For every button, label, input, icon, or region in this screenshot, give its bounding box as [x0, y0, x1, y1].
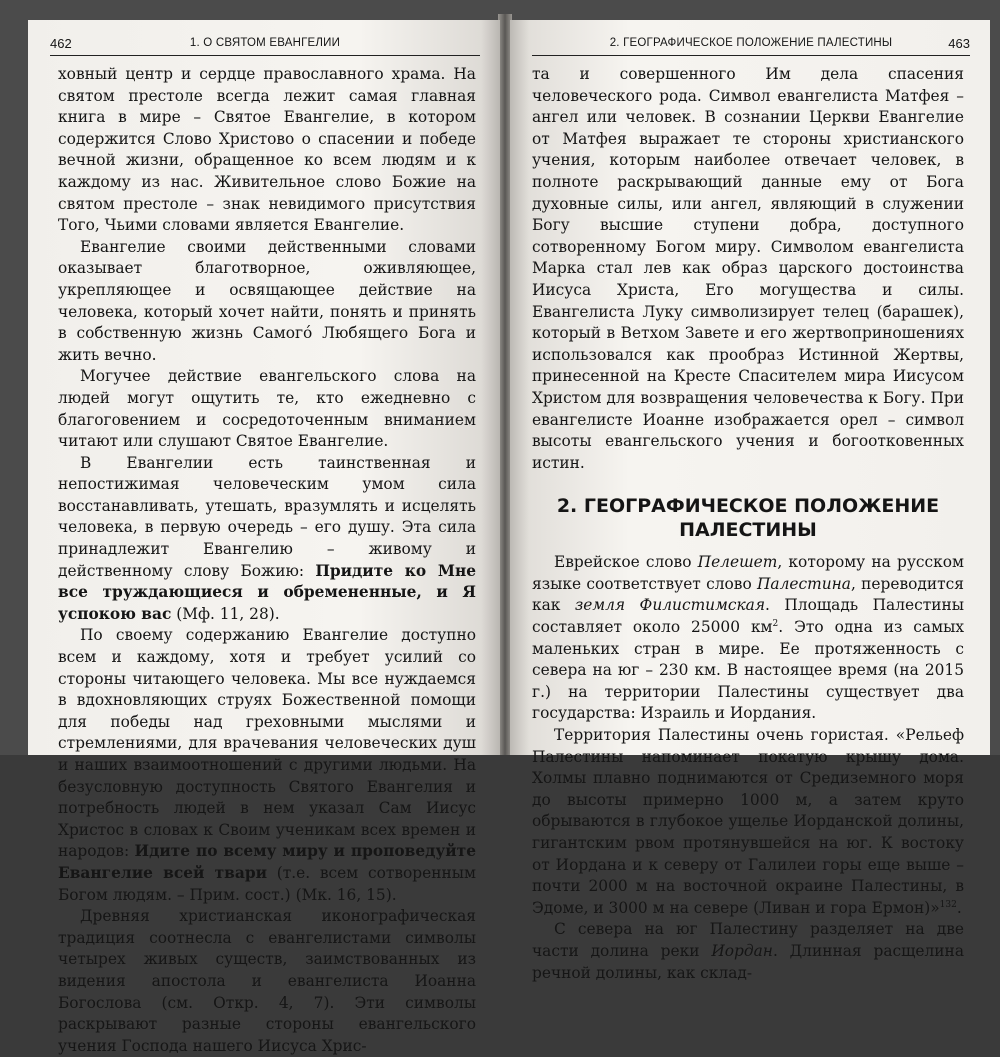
- scripture-quote: Придите ко Мне все труждающиеся и обремененные, и Я успокою вас: [58, 561, 477, 623]
- paragraph: Древняя христианская иконографическая традиция соотнесла с евангелистами символы четырех живых существ, заимствованных из видения апостола и евангелиста Иоанна Богослова (см. Откр. 4, 7). Эти символы раскрывают разные стороны евангельского учения Господа нашего Иисуса Хрис-: [58, 907, 476, 1055]
- right-page-text: [532, 64, 964, 984]
- paragraph: С севера на юг Палестину разделяет на две части долина реки Иордан. Длинная расщелина речной долины, как склад-: [532, 920, 964, 982]
- paragraph: По своему содержанию Евангелие доступно всем и каждому, хотя и требует усилий со стороны читающего человека. Мы все нуждаемся в вдохновляющих струях Божественной помощи для победы над греховными мыслями и стремлениями, для врачевания человеческих душ и наших взаимоотношений с другими людьми. На безусловную доступность Святого Евангелия и потребность людей в нем указал Сам Иисус Христос в словах к Своим ученикам всех времен и народов: Идите по всему миру и проповедуйте Евангелие всей твари (т.е. всем сотворенным Богом людям. – Прим. сост.) (Мк. 16, 15).: [58, 626, 477, 904]
- paragraph: Территория Палестины очень гористая. «Рельеф Палестины напоминает покатую крышу дома. Холмы плавно поднимаются от Средиземного моря до высоты примерно 1000 м, а затем круто обрываются в глубокое ущелье Иорданской долины, гигантским рвом протянувшейся на юг. К востоку от Иордана и к северу от Галилеи горы еще выше – почти 2000 м на восточной окраине Палестины, в Эдоме, и 3000 м на севере (Ливан и гора Ермон)»$^{132}$.: [532, 726, 964, 917]
- left-page-number: 462: [50, 36, 72, 51]
- left-running-title: 1. О СВЯТОМ ЕВАНГЕЛИИ: [189, 37, 341, 49]
- left-page-text: [58, 64, 476, 1057]
- paragraph: Еврейское слово Пелешет, которому на русском языке соответствует слово Палестина, переводится как земля Филистимская. Площадь Палестины составляет около 25000 $км^2$. Это одна из самых маленьких стран в мире. Ее протяженность с севера на юг – 230 км. В настоящее время (на 2015 г.) на территории Палестины существует два государства: Израиль и Иордания.: [532, 553, 964, 723]
- footnote-ref: 132: [939, 899, 957, 910]
- section-heading: 2. ГЕОГРАФИЧЕСКОЕ ПОЛОЖЕНИЕ ПАЛЕСТИНЫ: [556, 495, 940, 542]
- paragraph: Евангелие своими действенными словами оказывает благотворное, оживляющее, укрепляющее и освящающее действие на человека, который хочет найти, понять и принять в собственную жизнь Самого́ Любящего Бога и жить вечно.: [58, 237, 476, 364]
- paragraph: та и совершенного Им дела спасения человеческого рода. Символ евангелиста Матфея – ангел или человек. В сознании Церкви Евангелие от Матфея выражает те стороны христианского учения, которым наиболее отвечает человек, в полноте раскрывающий данные ему от Бога духовные силы, или ангел, являющий в служении Богу высшие ступени добра, доступного сотворенному Богом миру. Символом евангелиста Марка стал лев как образ царского достоинства Иисуса Христа, Его могущества и силы. Евангелиста Луку символизирует телец (барашек), который в Ветхом Завете и его жертвоприношениях использовался как прообраз Истинной Жертвы, принесенной на Кресте Спасителем мира Иисусом Христом для возвращения человечества к Богу. При евангелисте Иоанне изображается орел – символ высоты евангельского учения и богоотковенных истин.: [532, 65, 964, 472]
- right-page: [510, 20, 990, 982]
- right-page-number: 463: [948, 36, 970, 51]
- left-page-header: [50, 36, 480, 56]
- left-page: [28, 20, 500, 1055]
- paragraph: ховный центр и сердце православного храма. На святом престоле всегда лежит самая главная книга в мире – Святое Евангелие, в котором содержится Слово Христово о спасении и победе вечной жизни, обращенное ко всем людям и к каждому из нас. Живительное слово Божие на святом престоле – знак невидимого присутствия Того, Чьими словами является Евангелие.: [58, 65, 476, 235]
- scripture-quote: Идите по всему миру и проповедуйте Евангелие всей твари: [58, 842, 476, 882]
- right-running-title: 2. ГЕОГРАФИЧЕСКОЕ ПОЛОЖЕНИЕ ПАЛЕСТИНЫ: [609, 37, 893, 49]
- right-page-header: [532, 36, 970, 56]
- paragraph: Могучее действие евангельского слова на людей могут ощутить те, кто ежедневно с благоговением и сосредоточенным вниманием читают или слушают Святое Евангелие.: [58, 367, 476, 451]
- paragraph: В Евангелии есть таинственная и непостижимая человеческим умом сила восстанавливать, утешать, вразумлять и исцелять человека, в первую очередь – его душу. Эта сила принадлежит Евангелию – живому и действенному слову Божию: Придите ко Мне все труждающиеся и обремененные, и Я успокою вас (Мф. 11, 28).: [58, 453, 477, 623]
